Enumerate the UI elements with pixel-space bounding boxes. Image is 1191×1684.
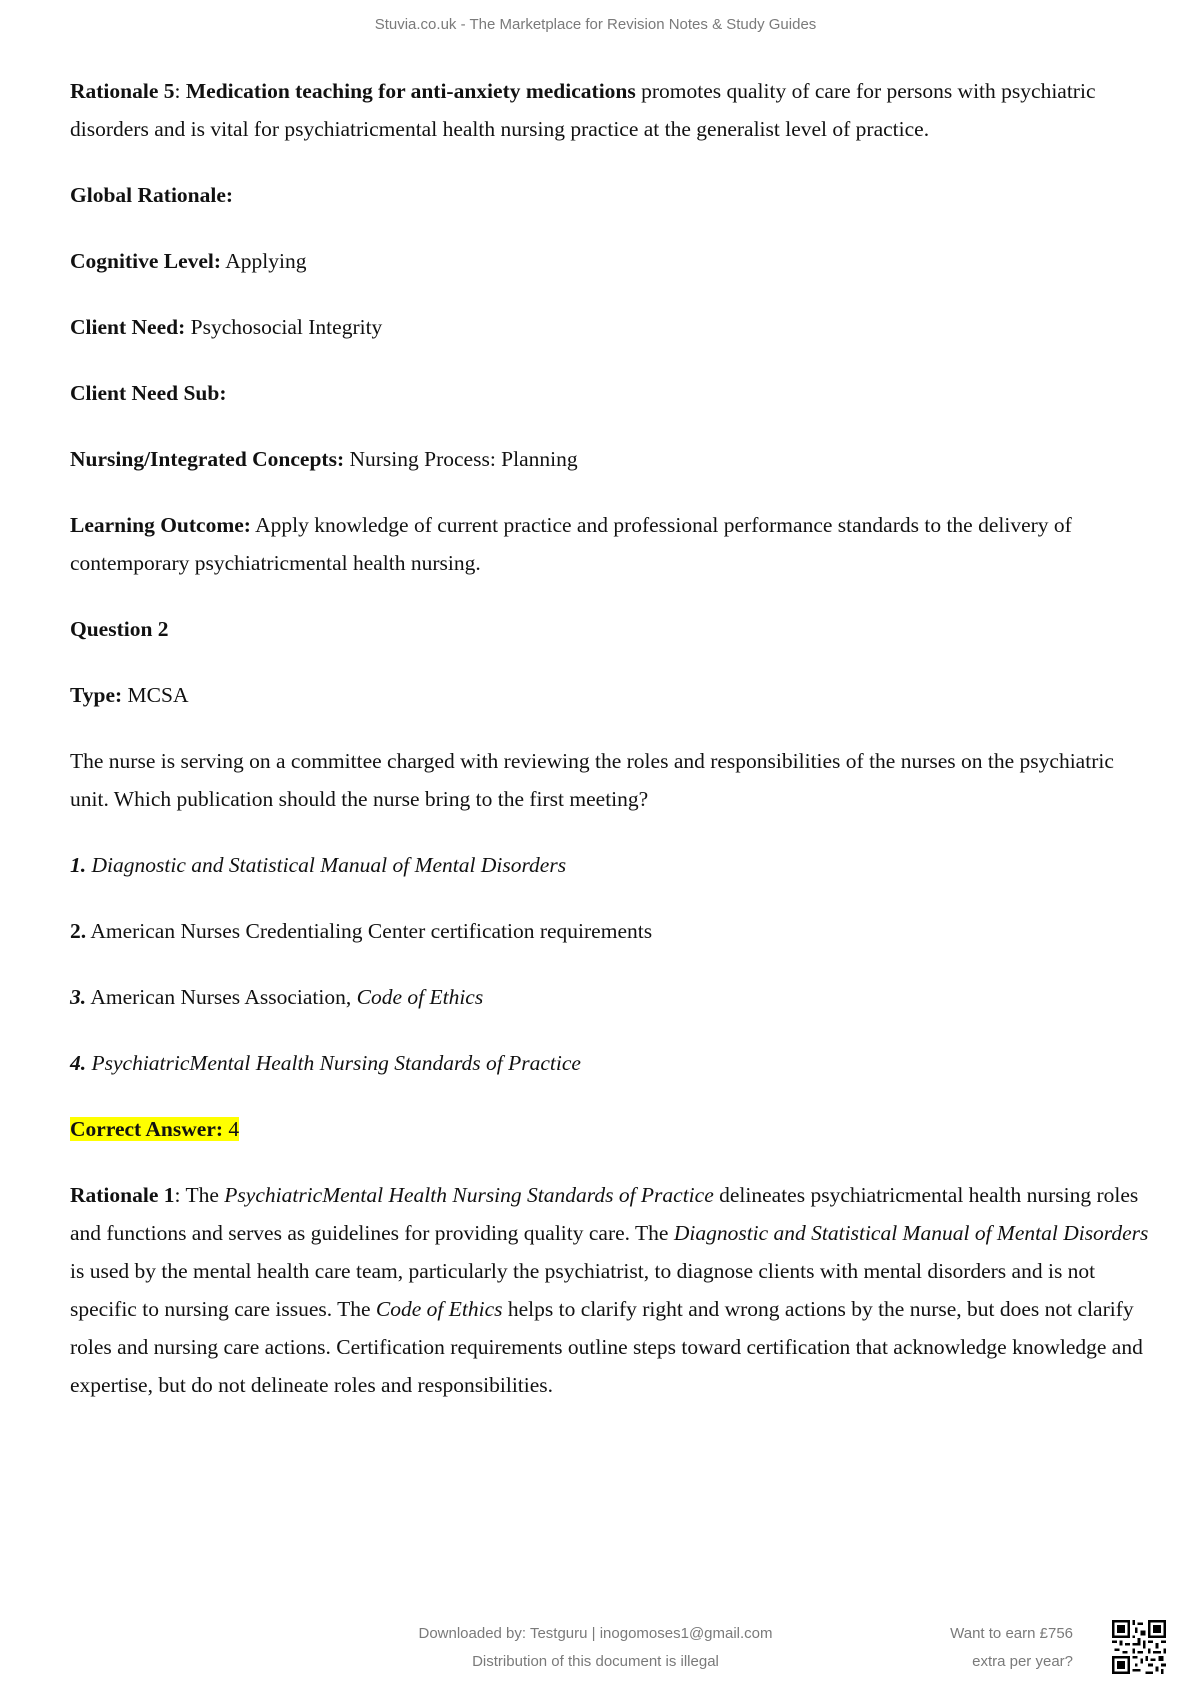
rationale-1-part-1: : The	[174, 1183, 225, 1207]
correct-answer-value: 4	[223, 1117, 240, 1141]
option-3-number: 3.	[70, 985, 87, 1009]
rationale-1	[70, 1176, 1150, 1404]
correct-answer-label: Correct Answer:	[70, 1117, 224, 1141]
rationale-1-italic-2: Diagnostic and Statistical Manual of Mental Disorders	[673, 1221, 1149, 1245]
question-type-label: Type:	[70, 683, 123, 707]
option-2-text: American Nurses Credentialing Center certification requirements	[86, 919, 653, 943]
rationale-5-sep: :	[174, 79, 186, 103]
learning-outcome-value: Apply knowledge of current practice and professional performance standards to the delivery of contemporary psychiatricmental health nursing.	[70, 513, 1072, 575]
nursing-concepts	[70, 440, 1150, 478]
rationale-5	[70, 72, 1150, 148]
correct-answer-highlight	[70, 1117, 239, 1141]
rationale-1-part-2: delineates psychiatricmental health nursing roles and functions and serves as guidelines for providing quality care. The	[70, 1183, 1139, 1245]
client-need-value: Psychosocial Integrity	[185, 315, 383, 339]
option-1	[70, 846, 1150, 884]
option-1-number: 1.	[70, 853, 87, 877]
cognitive-level	[70, 242, 1150, 280]
client-need	[70, 308, 1150, 346]
rationale-1-part-3: is used by the mental health care team, particularly the psychiatrist, to diagnose clients with mental disorders and is not specific to nursing care issues. The	[70, 1259, 1096, 1321]
option-3-text-plain: American Nurses Association,	[86, 985, 357, 1009]
rationale-5-text: promotes quality of care for persons with psychiatric disorders and is vital for psychiatricmental health nursing practice at the generalist level of practice.	[70, 79, 1096, 141]
option-3-text-italic: Code of Ethics	[356, 985, 484, 1009]
rationale-1-part-4: helps to clarify right and wrong actions by the nurse, but does not clarify roles and nursing care actions. Certification requirements outline steps toward certification that acknowledge knowledge and expertise, but do not delineate roles and responsibilities.	[70, 1297, 1143, 1397]
option-4-text: PsychiatricMental Health Nursing Standards of Practice	[86, 1051, 581, 1075]
question-title-text: Question 2	[70, 617, 169, 641]
option-1-text: Diagnostic and Statistical Manual of Mental Disorders	[86, 853, 567, 877]
rationale-5-emphasis: Medication teaching for anti-anxiety medications	[185, 79, 636, 103]
cognitive-level-label: Cognitive Level:	[70, 249, 222, 273]
option-3	[70, 978, 1150, 1016]
question-type-value: MCSA	[122, 683, 189, 707]
earn-promo[interactable]	[950, 1620, 1073, 1676]
option-2	[70, 912, 1150, 950]
rationale-1-italic-1: PsychiatricMental Health Nursing Standards of Practice	[224, 1183, 714, 1207]
global-rationale	[70, 176, 1150, 214]
client-need-sub-label: Client Need Sub:	[70, 381, 227, 405]
cognitive-level-value: Applying	[221, 249, 307, 273]
client-need-sub	[70, 374, 1150, 412]
page-header: Stuvia.co.uk - The Marketplace for Revision Notes & Study Guides	[374, 16, 817, 33]
earn-promo-line-2: extra per year?	[972, 1653, 1073, 1670]
footer-distribution: Distribution of this document is illegal	[472, 1653, 719, 1670]
footer-downloaded: Downloaded by: Testguru | inogomoses1@gmail.com	[418, 1625, 773, 1642]
nursing-concepts-value: Nursing Process: Planning	[344, 447, 578, 471]
document-body	[70, 72, 1150, 1432]
rationale-5-label: Rationale 5	[70, 79, 175, 103]
rationale-1-italic-3: Code of Ethics	[375, 1297, 503, 1321]
option-4-number: 4.	[70, 1051, 87, 1075]
rationale-1-label: Rationale 1	[70, 1183, 175, 1207]
question-stem: The nurse is serving on a committee charged with reviewing the roles and responsibilities of the nurses on the psychiatric unit. Which publication should the nurse bring to the first meeting?	[70, 749, 1114, 811]
option-2-number: 2.	[70, 919, 87, 943]
question-type	[70, 676, 1150, 714]
option-4	[70, 1044, 1150, 1082]
client-need-label: Client Need:	[70, 315, 186, 339]
learning-outcome	[70, 506, 1150, 582]
question-title	[70, 610, 1150, 648]
earn-promo-line-1: Want to earn £756	[950, 1625, 1073, 1642]
nursing-concepts-label: Nursing/Integrated Concepts:	[70, 447, 345, 471]
correct-answer	[70, 1110, 1150, 1148]
learning-outcome-label: Learning Outcome:	[70, 513, 251, 537]
global-rationale-label: Global Rationale:	[70, 183, 234, 207]
qr-code-icon[interactable]	[1112, 1620, 1166, 1674]
